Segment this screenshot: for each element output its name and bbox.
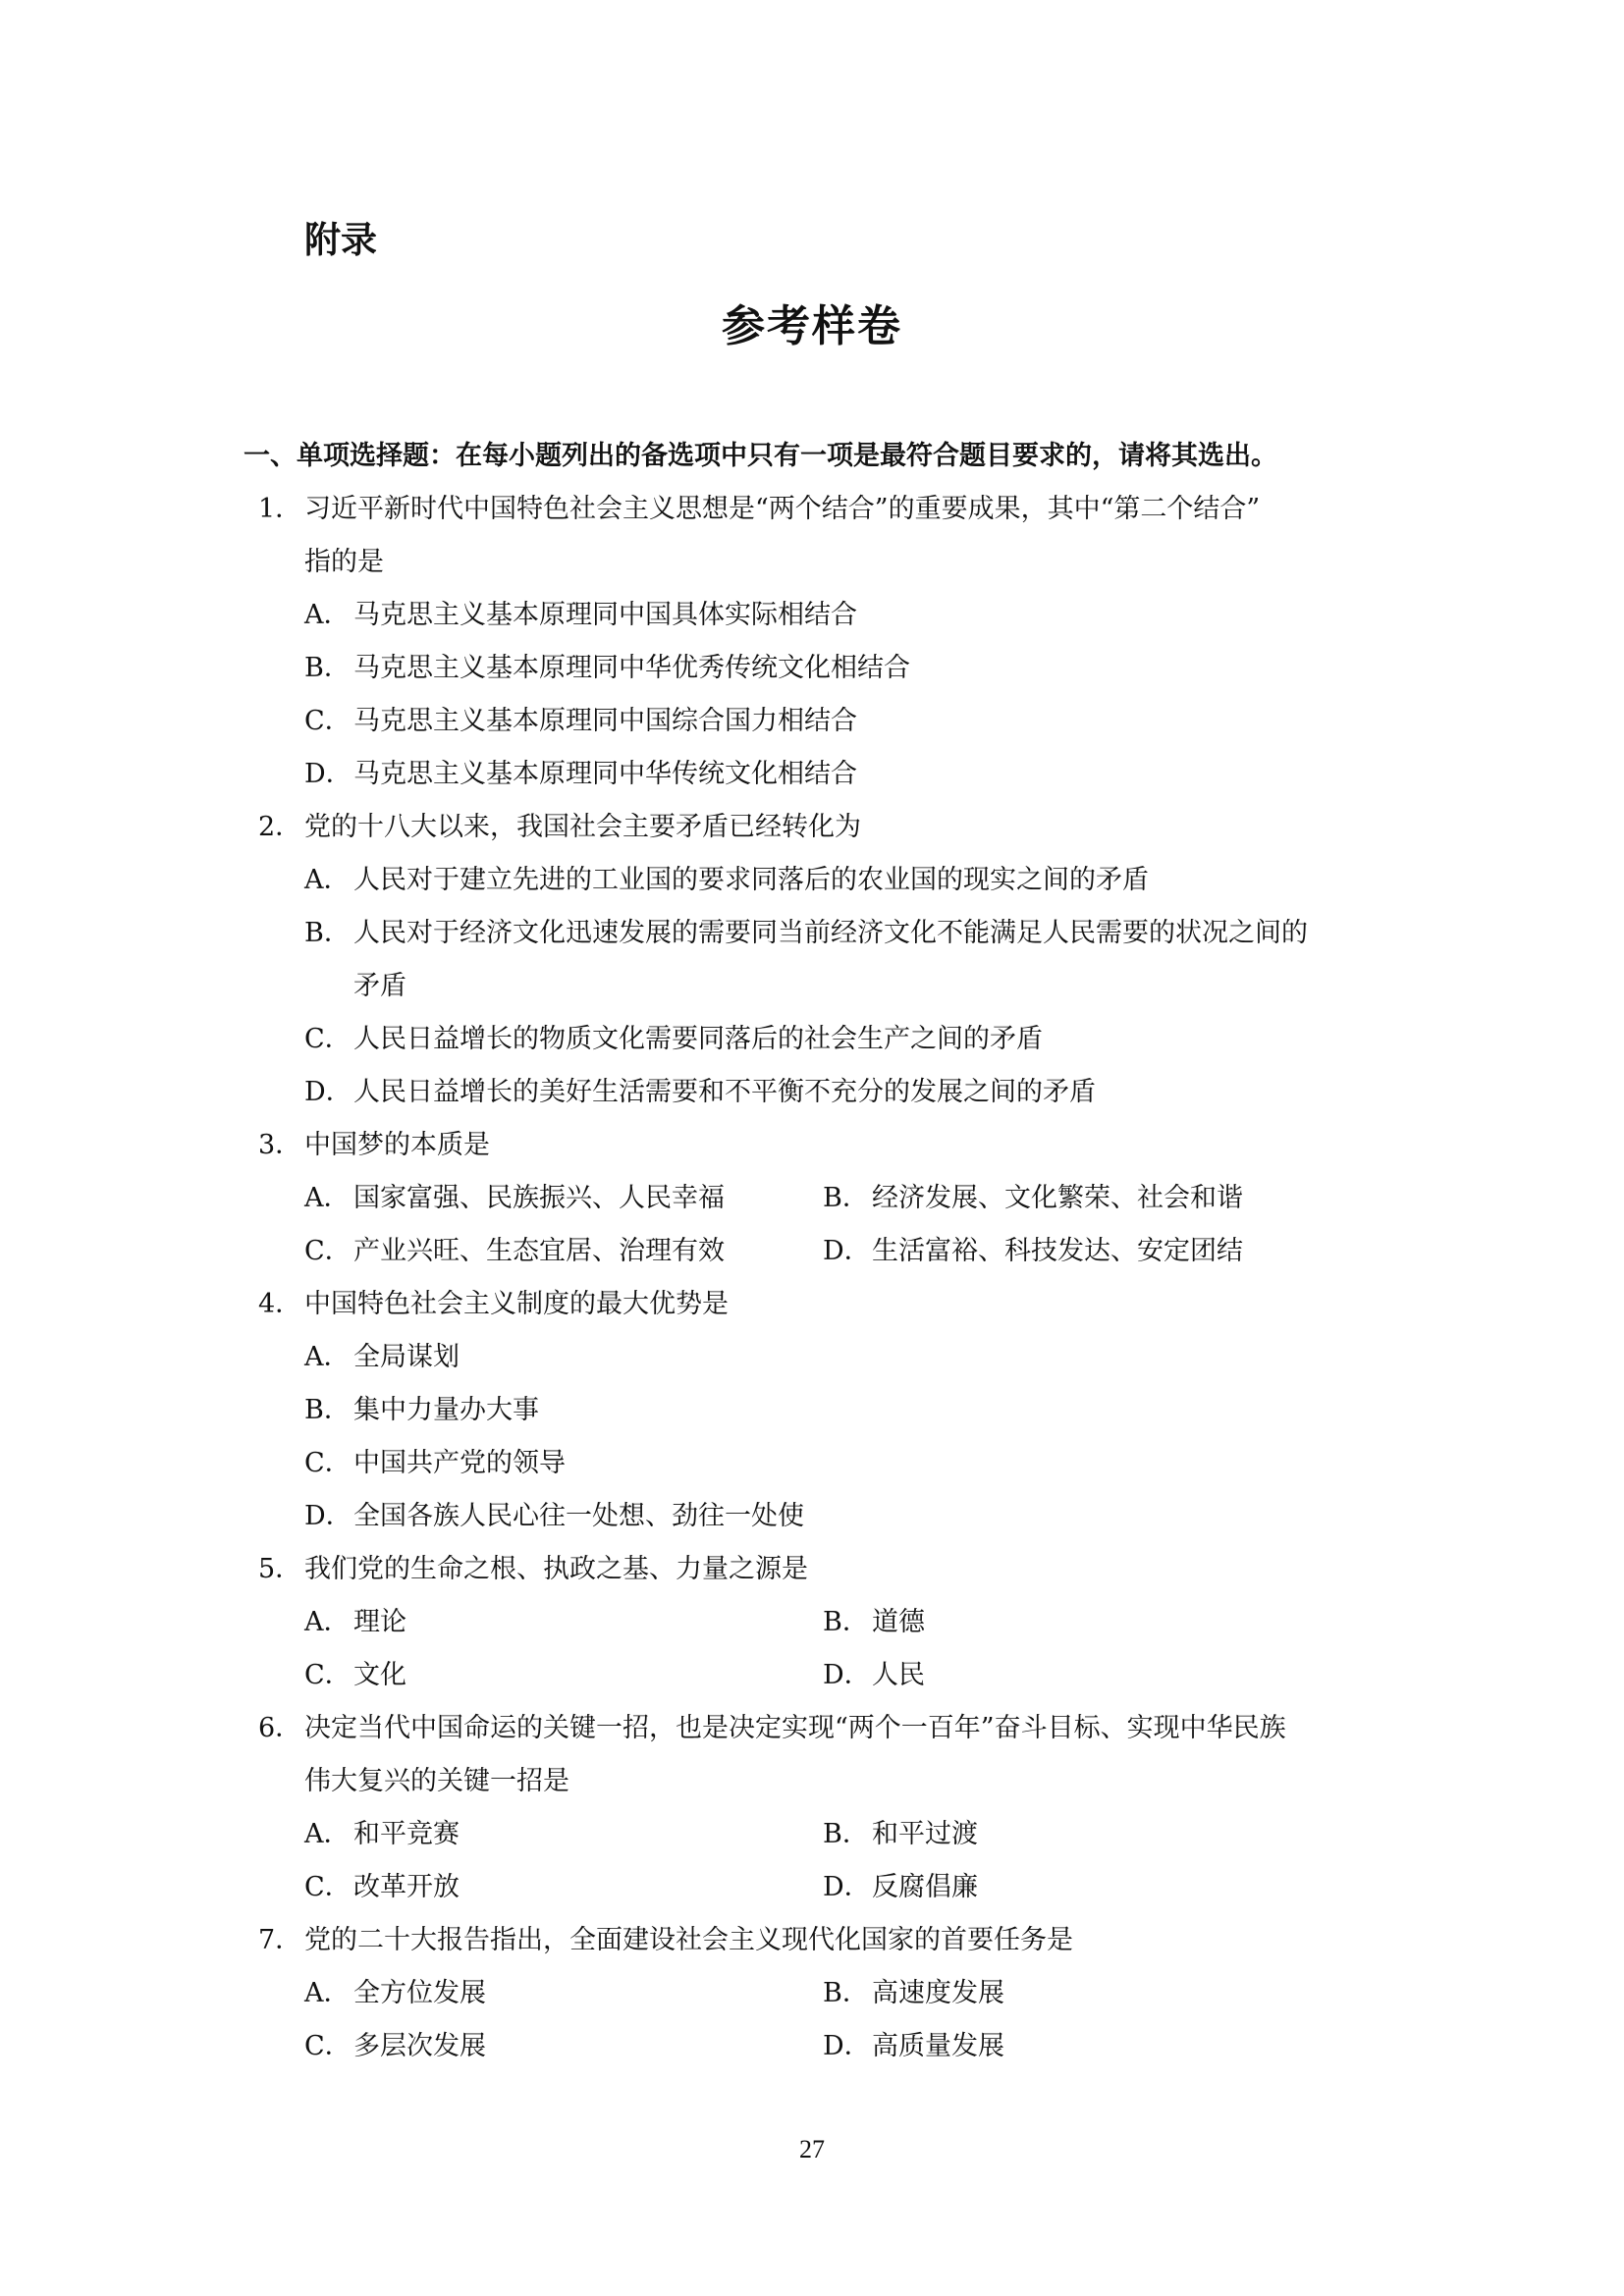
option-letter: D． <box>304 759 352 789</box>
question-text-continued: 指的是 <box>304 547 384 577</box>
option-text: 人民日益增长的物质文化需要同落后的社会生产之间的矛盾 <box>353 1024 1043 1054</box>
option-text: 产业兴旺、生态宜居、治理有效 <box>353 1236 725 1266</box>
option-text: 全国各族人民心往一处想、劲往一处使 <box>353 1501 804 1531</box>
option-text: 人民 <box>872 1660 925 1690</box>
option-a <box>0 854 1624 907</box>
option-text: 人民日益增长的美好生活需要和不平衡不充分的发展之间的矛盾 <box>353 1077 1096 1107</box>
option-letter: B． <box>823 1607 869 1637</box>
option-letter: A． <box>304 1607 351 1637</box>
option-a <box>0 589 1624 642</box>
option-c <box>0 695 1624 748</box>
question-text: 中国特色社会主义制度的最大优势是 <box>304 1289 729 1319</box>
option-letter: D． <box>823 1236 871 1266</box>
option-letter: D． <box>304 1077 352 1107</box>
section-heading: 一、单项选择题：在每小题列出的备选项中只有一项是最符合题目要求的，请将其选出。 <box>244 441 1277 471</box>
question-text: 中国梦的本质是 <box>304 1130 490 1160</box>
option-text: 马克思主义基本原理同中华传统文化相结合 <box>353 759 857 789</box>
option-letter: D． <box>823 1872 871 1902</box>
option-text: 马克思主义基本原理同中华优秀传统文化相结合 <box>353 653 910 683</box>
option-letter: A． <box>304 1183 351 1213</box>
option-d <box>0 748 1624 801</box>
option-d <box>0 1066 1624 1119</box>
option-text: 中国共产党的领导 <box>353 1448 566 1478</box>
question-text-continued: 伟大复兴的关键一招是 <box>304 1766 569 1796</box>
option-text: 文化 <box>353 1660 406 1690</box>
option-letter: B． <box>304 918 351 948</box>
option-text: 人民对于建立先进的工业国的要求同落后的农业国的现实之间的矛盾 <box>353 865 1149 895</box>
option-text-continued: 矛盾 <box>353 971 406 1001</box>
option-b <box>0 1384 1624 1437</box>
option-text: 理论 <box>353 1607 406 1637</box>
question-number: 4． <box>258 1289 302 1319</box>
option-letter: D． <box>304 1501 352 1531</box>
page-number: 27 <box>799 2135 825 2163</box>
option-a <box>0 1331 1624 1384</box>
option-letter: D． <box>823 2031 871 2061</box>
option-letter: C． <box>304 1448 352 1478</box>
option-text: 反腐倡廉 <box>872 1872 978 1902</box>
option-text: 和平过渡 <box>872 1819 978 1849</box>
option-text: 高速度发展 <box>872 1978 1004 2008</box>
option-text: 多层次发展 <box>353 2031 486 2061</box>
option-c <box>0 1013 1624 1066</box>
option-text: 全局谋划 <box>353 1342 460 1372</box>
option-letter: A． <box>304 865 351 895</box>
option-b <box>0 907 1624 960</box>
question-text: 党的二十大报告指出，全面建设社会主义现代化国家的首要任务是 <box>304 1925 1073 1955</box>
option-letter: A． <box>304 1342 351 1372</box>
option-letter: D． <box>823 1660 871 1690</box>
option-letter: B． <box>304 1395 351 1425</box>
option-letter: C． <box>304 706 352 736</box>
option-letter: C． <box>304 1872 352 1902</box>
option-letter: C． <box>304 1236 352 1266</box>
option-text: 全方位发展 <box>353 1978 486 2008</box>
option-letter: A． <box>304 600 351 630</box>
option-text: 改革开放 <box>353 1872 460 1902</box>
question-text: 决定当代中国命运的关键一招，也是决定实现“两个一百年”奋斗目标、实现中华民族 <box>304 1713 1286 1743</box>
option-text: 生活富裕、科技发达、安定团结 <box>872 1236 1243 1266</box>
option-text: 国家富强、民族振兴、人民幸福 <box>353 1183 725 1213</box>
option-letter: C． <box>304 1660 352 1690</box>
option-text: 高质量发展 <box>872 2031 1004 2061</box>
option-text: 人民对于经济文化迅速发展的需要同当前经济文化不能满足人民需要的状况之间的 <box>353 918 1308 948</box>
question-text: 习近平新时代中国特色社会主义思想是“两个结合”的重要成果，其中“第二个结合” <box>304 494 1261 524</box>
question-number: 5． <box>258 1554 302 1584</box>
option-letter: A． <box>304 1819 351 1849</box>
question-text: 党的十八大以来，我国社会主要矛盾已经转化为 <box>304 812 861 842</box>
option-d <box>0 1490 1624 1543</box>
option-letter: C． <box>304 1024 352 1054</box>
option-letter: A． <box>304 1978 351 2008</box>
question-number: 3． <box>258 1130 302 1160</box>
option-text: 马克思主义基本原理同中国综合国力相结合 <box>353 706 857 736</box>
option-text: 集中力量办大事 <box>353 1395 539 1425</box>
option-letter: B． <box>823 1978 869 2008</box>
appendix-label: 附录 <box>304 219 377 261</box>
option-letter: C． <box>304 2031 352 2061</box>
option-text: 马克思主义基本原理同中国具体实际相结合 <box>353 600 857 630</box>
page-title: 参考样卷 <box>722 301 902 351</box>
option-text: 道德 <box>872 1607 925 1637</box>
question-number: 2． <box>258 812 302 842</box>
option-letter: B． <box>823 1819 869 1849</box>
question-text: 我们党的生命之根、执政之基、力量之源是 <box>304 1554 808 1584</box>
option-text: 和平竞赛 <box>353 1819 460 1849</box>
question-number: 7． <box>258 1925 302 1955</box>
option-letter: B． <box>823 1183 869 1213</box>
option-c <box>0 1437 1624 1490</box>
question-number: 1． <box>258 494 302 524</box>
option-text: 经济发展、文化繁荣、社会和谐 <box>872 1183 1243 1213</box>
option-b <box>0 642 1624 695</box>
option-letter: B． <box>304 653 351 683</box>
question-number: 6． <box>258 1713 302 1743</box>
